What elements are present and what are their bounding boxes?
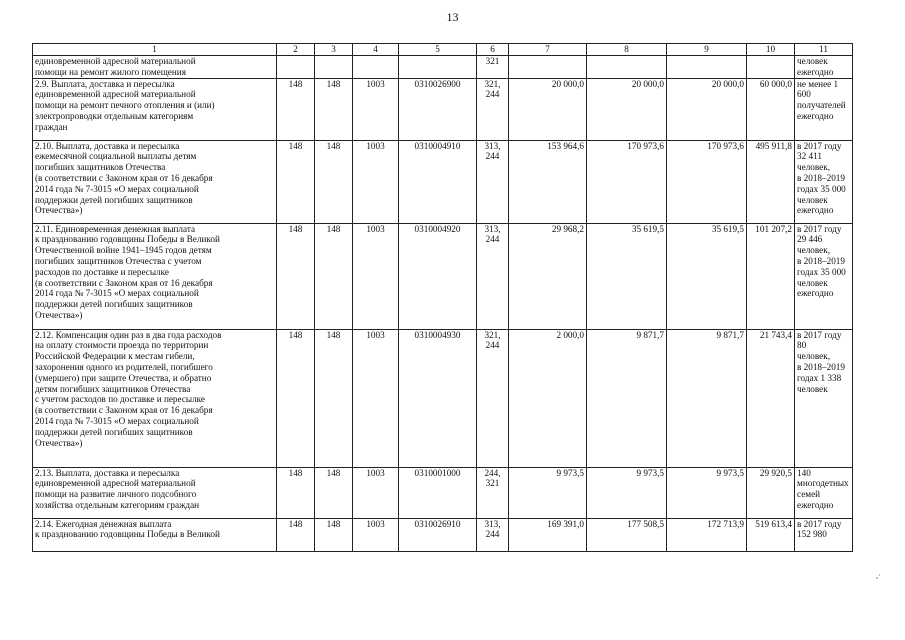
cell-line: в 2018–2019 [797,361,845,372]
cell-line: не менее 1 600 [797,78,839,100]
cell-line: расходов по доставке и пересылке [35,266,169,277]
cell-line: 321 [485,478,500,489]
cell-line: 29 446 человек, [797,234,830,256]
cell-line: электропроводки отдельным категориям [35,110,194,121]
cell-line: поддержки детей погибших защитников [35,426,193,437]
row-cell-c2: 148 [277,140,315,223]
cell-line: единовременной адресной материальной [35,478,196,489]
row-cell-c8: 170 973,6 [587,140,667,223]
row-cell-c11 [795,329,853,467]
table-row [33,223,853,329]
header-row [33,44,853,56]
cell-line: ежегодно [797,288,834,299]
row-cell-c7: 153 964,6 [509,140,587,223]
cell-line: в 2017 году 80 [797,329,842,351]
row-cell-c9: 20 000,0 [667,78,747,140]
row-cell-c2: 148 [277,518,315,551]
row-cell-c10: 29 920,5 [747,467,795,518]
row-cell-c3: 148 [315,518,353,551]
row-cell-c5: 0310026910 [399,518,477,551]
row-cell-c3 [315,56,353,79]
cell-line: 2014 года № 7-3015 «О мерах социальной [35,183,199,194]
cell-line: ежегодно [797,66,834,77]
cell-line: получателей [797,100,846,111]
col-header: 3 [315,44,353,56]
col-header: 1 [33,44,277,56]
cell-line: 2014 года № 7-3015 «О мерах социальной [35,415,199,426]
cell-line: в 2017 году [797,140,842,151]
cell-line: 244, [484,467,501,478]
cell-line: ежегодно [797,205,834,216]
row-name-cell [33,78,277,140]
row-cell-c7 [509,56,587,79]
row-cell-c6 [477,467,509,518]
row-cell-c8 [587,56,667,79]
cell-line: 321 [485,56,500,66]
cell-line: граждан [35,121,68,132]
row-cell-c6 [477,329,509,467]
cell-line: погибших защитников Отечества с учетом [35,255,202,266]
row-cell-c2 [277,56,315,79]
cell-line: Отечественной войне 1941–1945 годов детям [35,245,212,256]
col-header: 11 [795,44,853,56]
cell-line: 313, [484,518,501,529]
row-cell-c6 [477,140,509,223]
cell-line: 2.12. Компенсация один раз в два года расходов [35,329,222,340]
cell-line: многодетных [797,478,849,489]
cell-line: 2.14. Ежегодная денежная выплата [35,518,172,529]
cell-line: помощи на ремонт жилого помещения [35,66,186,77]
cell-line: годах 35 000 [797,266,846,277]
cell-line: 313, [484,140,501,151]
row-cell-c11 [795,78,853,140]
row-cell-c5: 0310004920 [399,223,477,329]
row-cell-c10: 495 911,8 [747,140,795,223]
row-cell-c9: 9 973,5 [667,467,747,518]
cell-line: единовременной адресной материальной [35,56,196,66]
row-name-cell [33,140,277,223]
cell-line: Российской Федерации к местам гибели, [35,351,195,362]
cell-line: ежемесячной социальной выплаты детям [35,151,197,162]
row-cell-c11 [795,467,853,518]
row-cell-c11 [795,140,853,223]
cell-line: 321, [484,329,501,340]
cell-line: 313, [484,223,501,234]
table-row [33,467,853,518]
cell-line: человек [797,277,828,288]
row-cell-c8: 20 000,0 [587,78,667,140]
row-cell-c6 [477,78,509,140]
row-cell-c4: 1003 [353,518,399,551]
cell-line: детям погибших защитников Отечества [35,383,191,394]
row-cell-c8: 177 508,5 [587,518,667,551]
row-cell-c5: 0310026900 [399,78,477,140]
row-cell-c9: 172 713,9 [667,518,747,551]
cell-line: с учетом расходов по доставке и пересылке [35,394,205,405]
row-cell-c7: 9 973,5 [509,467,587,518]
cell-line: 244 [485,234,500,245]
cell-line: (в соответствии с Законом края от 16 декабря [35,405,213,416]
row-cell-c2: 148 [277,329,315,467]
row-cell-c3: 148 [315,78,353,140]
col-header: 5 [399,44,477,56]
row-cell-c8: 9 871,7 [587,329,667,467]
cell-line: в 2018–2019 [797,255,845,266]
cell-line: единовременной адресной материальной [35,89,196,100]
budget-table [32,43,853,552]
table-row [33,329,853,467]
cell-line: Отечества») [35,205,83,216]
cell-line: 2.10. Выплата, доставка и пересылка [35,140,180,151]
row-cell-c7: 2 000,0 [509,329,587,467]
cell-line: ежегодно [797,499,834,510]
row-cell-c3: 148 [315,467,353,518]
row-name-cell [33,223,277,329]
row-cell-c9: 9 871,7 [667,329,747,467]
row-cell-c8: 35 619,5 [587,223,667,329]
row-cell-c4: 1003 [353,140,399,223]
row-cell-c8: 9 973,5 [587,467,667,518]
row-cell-c3: 148 [315,329,353,467]
row-cell-c2: 148 [277,467,315,518]
row-cell-c3: 148 [315,223,353,329]
cell-line: 244 [485,529,500,540]
row-cell-c7: 29 968,2 [509,223,587,329]
cell-line: 2.9. Выплата, доставка и пересылка [35,78,175,89]
cell-line: 244 [485,89,500,100]
col-header: 7 [509,44,587,56]
cell-line: помощи на ремонт печного отопления и (или) [35,100,215,111]
row-cell-c4: 1003 [353,78,399,140]
table-row [33,78,853,140]
cell-line: 2.13. Выплата, доставка и пересылка [35,467,180,478]
page-number: 13 [446,10,459,24]
cell-line: человек [797,56,828,66]
cell-line: (умершего) при защите Отечества, и обратно [35,372,212,383]
row-cell-c11 [795,56,853,79]
cell-line: человек [797,383,828,394]
cell-line: (в соответствии с Законом края от 16 декабря [35,277,213,288]
cell-line: помощи на развитие личного подсобного [35,489,197,500]
cell-line: 2014 года № 7-3015 «О мерах социальной [35,288,199,299]
row-name-cell [33,56,277,79]
cell-line: поддержки детей погибших защитников [35,299,193,310]
row-cell-c6 [477,56,509,79]
cell-line: человек [797,194,828,205]
col-header: 2 [277,44,315,56]
cell-line: 152 980 [797,529,827,540]
row-cell-c5: 0310001000 [399,467,477,518]
row-cell-c10: 60 000,0 [747,78,795,140]
cell-line: Отечества») [35,309,83,320]
cell-line: в 2017 году [797,223,842,234]
row-name-cell [33,329,277,467]
cell-line: ежегодно [797,110,834,121]
row-cell-c2: 148 [277,223,315,329]
table-row [33,140,853,223]
row-cell-c10: 101 207,2 [747,223,795,329]
cell-line: к празднованию годовщины Победы в Великой [35,529,220,540]
cell-line: человек, [797,351,830,362]
cell-line: семей [797,489,821,500]
col-header: 6 [477,44,509,56]
row-cell-c6 [477,518,509,551]
cell-line: к празднованию годовщины Победы в Великой [35,234,220,245]
row-cell-c2: 148 [277,78,315,140]
cell-line: 244 [485,340,500,351]
row-cell-c3: 148 [315,140,353,223]
cell-line: 140 [797,467,811,478]
row-cell-c5: 0310004910 [399,140,477,223]
scan-mark: ,· [876,571,881,580]
row-cell-c4: 1003 [353,467,399,518]
row-cell-c9: 170 973,6 [667,140,747,223]
row-cell-c11 [795,223,853,329]
row-cell-c7: 169 391,0 [509,518,587,551]
row-cell-c4: 1003 [353,223,399,329]
row-cell-c10: 519 613,4 [747,518,795,551]
table-row [33,56,853,79]
cell-line: (в соответствии с Законом края от 16 декабря [35,172,213,183]
cell-line: 321, [484,78,501,89]
row-name-cell [33,518,277,551]
row-cell-c10 [747,56,795,79]
cell-line: в 2018–2019 [797,172,845,183]
row-cell-c6 [477,223,509,329]
cell-line: хозяйства отдельным категориям граждан [35,499,200,510]
cell-line: в 2017 году [797,518,842,529]
row-cell-c9 [667,56,747,79]
cell-line: годах 35 000 [797,183,846,194]
row-cell-c5 [399,56,477,79]
row-cell-c7: 20 000,0 [509,78,587,140]
row-cell-c10: 21 743,4 [747,329,795,467]
col-header: 9 [667,44,747,56]
cell-line: годах 1 338 [797,372,842,383]
col-header: 4 [353,44,399,56]
cell-line: 244 [485,151,500,162]
table-row [33,518,853,551]
row-cell-c9: 35 619,5 [667,223,747,329]
cell-line: 2.11. Единовременная денежная выплата [35,223,196,234]
cell-line: погибших защитников Отечества [35,162,166,173]
row-cell-c4: 1003 [353,329,399,467]
row-cell-c5: 0310004930 [399,329,477,467]
cell-line: поддержки детей погибших защитников [35,194,193,205]
cell-line: Отечества») [35,437,83,448]
cell-line: на оплату стоимости проезда по территории [35,340,209,351]
cell-line: 32 411 человек, [797,151,830,173]
cell-line: захоронения одного из родителей, погибшего [35,361,213,372]
col-header: 10 [747,44,795,56]
col-header: 8 [587,44,667,56]
row-name-cell [33,467,277,518]
row-cell-c4 [353,56,399,79]
row-cell-c11 [795,518,853,551]
